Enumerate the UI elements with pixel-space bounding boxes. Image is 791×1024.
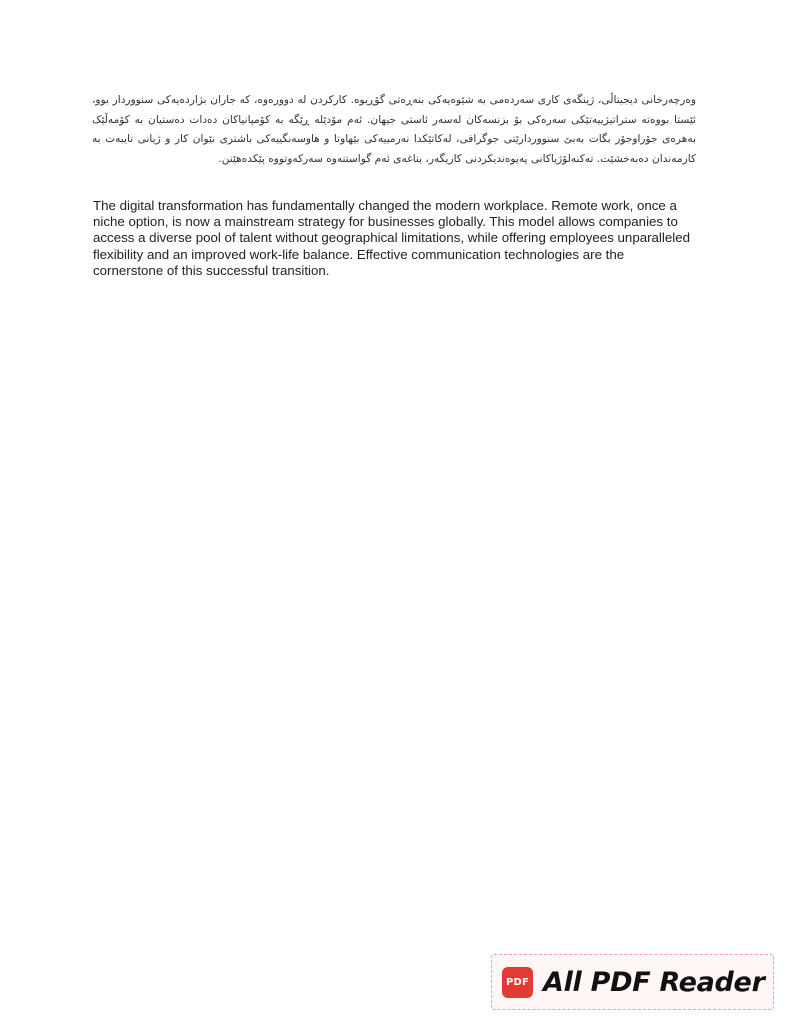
kurdish-paragraph: وەرچەرخانی دیجیتاڵی، ژینگەی کاری سەردەمی بە شێوەیەکی بنەڕەتی گۆڕیوە. کارکردن لە دوورەوە، کە جاران بژاردەیەکی سنووردار بوو، ئێستا بووەتە ستراتیژییەتێکی سەرەکی بۆ بزنسەکان لەسەر ئاستی جیهان. ئەم مۆدێلە ڕێگە بە کۆمپانیاکان دەدات دەستیان بە کۆمەڵێک بەهرەی جۆراوجۆر بگات بەبێ سنووردارێتی جوگرافی، لەکاتێکدا نەرمییەکی بێهاوتا و هاوسەنگییەکی باشتری نێوان کار و ژیانی تایبەت بە کارمەندان دەبەخشێت. تەکنەلۆژیاکانی پەیوەندیکردنی کاریگەر، بناغەی ئەم گواستنەوە سەرکەوتووە پێکدەهێنن. bbox=[92, 94, 696, 165]
app-watermark bbox=[491, 954, 774, 1010]
pdf-file-icon: PDF bbox=[502, 967, 533, 998]
brand-name: All PDF Reader bbox=[543, 966, 765, 998]
english-paragraph: The digital transformation has fundamentally changed the modern workplace. Remote work, once a niche option, is now a mainstream strategy for businesses globally. This model allows companies to access a diverse pool of talent without geographical limitations, while offering employees unparalleled flexibility and an improved work-life balance. Effective communication technologies are the cornerstone of this successful transition. bbox=[93, 198, 690, 278]
